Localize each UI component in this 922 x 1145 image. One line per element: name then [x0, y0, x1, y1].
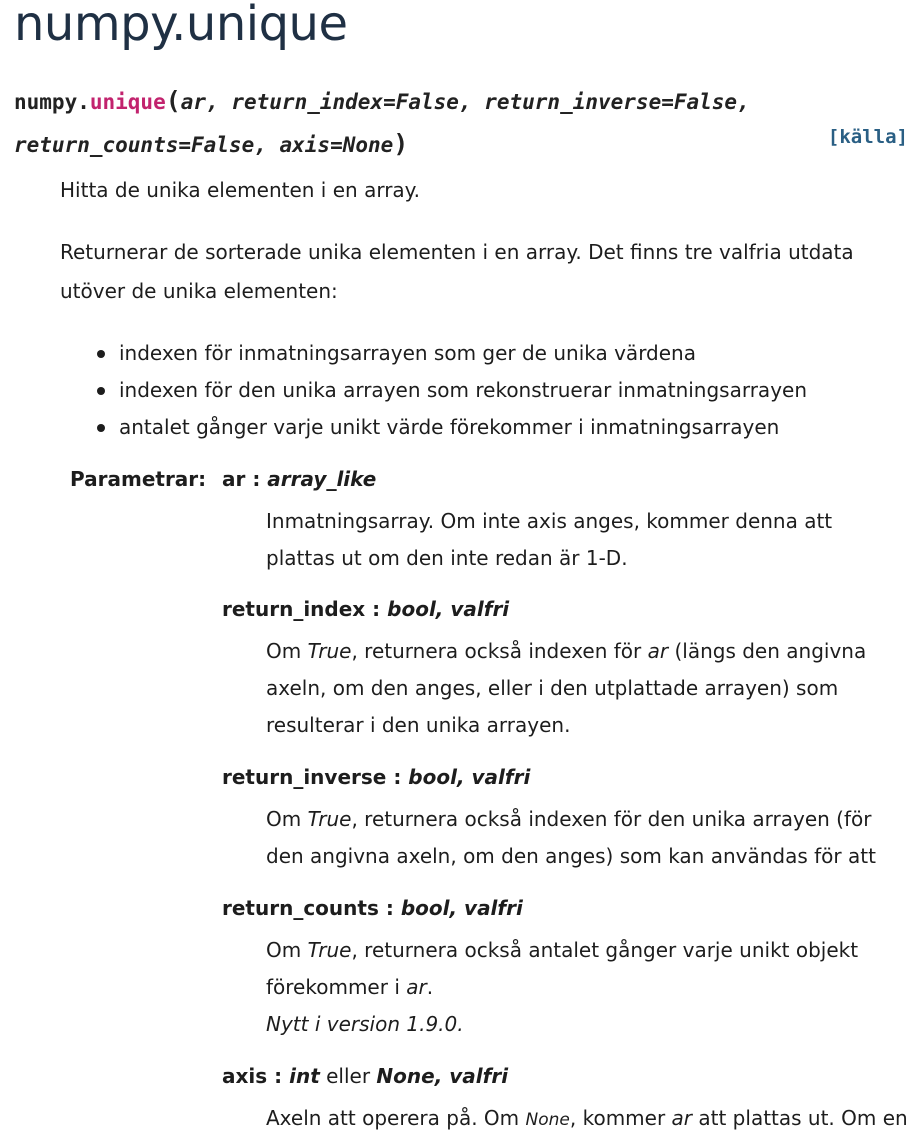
param-type: bool, valfri — [408, 765, 531, 789]
param-name: ar — [222, 467, 246, 491]
param-type: bool, valfri — [387, 597, 510, 621]
parameters-label: Parametrar: — [70, 467, 207, 491]
list-item: indexen för den unika arrayen som rekonstruerar inmatningsarrayen — [95, 372, 807, 409]
param-name: return_inverse — [222, 765, 387, 789]
signature-close-paren: ) — [393, 129, 409, 158]
param-type-2: None, valfri — [376, 1064, 509, 1088]
param-return-inverse-desc-line-2: den angivna axeln, om den anges) som kan användas för att — [266, 844, 876, 868]
summary-text: Hitta de unika elementen i en array. — [60, 178, 421, 202]
param-name: axis — [222, 1064, 268, 1088]
param-return-inverse-desc-line-1: Om True, returnera också indexen för den unika arrayen (för — [266, 807, 872, 831]
param-return-index-desc-line-1: Om True, returnera också indexen för ar (längs den angivna — [266, 639, 867, 663]
page-title: numpy.unique — [14, 0, 348, 52]
description-line-2: utöver de unika elementen: — [60, 279, 338, 303]
function-signature-line-2 — [14, 129, 408, 158]
description-line-1: Returnerar de sorterade unika elementen i en array. Det finns tre valfria utdata — [60, 240, 854, 264]
version-added-note: Nytt i version 1.9.0. — [266, 1012, 464, 1036]
param-return-index-header: return_index : bool, valfri — [222, 597, 510, 621]
outputs-bullet-list — [95, 335, 807, 446]
param-ar-desc-line-2: plattas ut om den inte redan är 1-D. — [266, 546, 628, 570]
param-return-index-desc-line-3: resulterar i den unika arrayen. — [266, 713, 571, 737]
param-name: return_index — [222, 597, 366, 621]
signature-args-line-1: ar, return_index=False, return_inverse=False, — [180, 90, 750, 114]
param-return-counts-desc-line-1: Om True, returnera också antalet gånger varje unikt objekt — [266, 938, 859, 962]
param-return-counts-header: return_counts : bool, valfri — [222, 896, 523, 920]
signature-args-line-2: return_counts=False, axis=None — [14, 133, 394, 157]
function-signature-line-1 — [14, 86, 750, 115]
signature-open-paren: ( — [165, 86, 181, 115]
param-ar-header: ar : array_like — [222, 467, 377, 491]
source-link[interactable]: [källa] — [827, 126, 908, 148]
param-return-index-desc-line-2: axeln, om den anges, eller i den utplattade arrayen) som — [266, 676, 839, 700]
param-type: bool, valfri — [400, 896, 523, 920]
signature-module: numpy. — [14, 90, 90, 114]
param-return-inverse-header: return_inverse : bool, valfri — [222, 765, 531, 789]
bullet-icon — [97, 424, 105, 432]
signature-function-name: unique — [89, 90, 166, 114]
param-axis-desc-line-1: Axeln att operera på. Om None, kommer ar att plattas ut. Om en — [266, 1106, 908, 1130]
param-return-counts-desc-line-2: förekommer i ar. — [266, 975, 434, 999]
list-item: indexen för inmatningsarrayen som ger de unika värdena — [95, 335, 807, 372]
param-type: array_like — [267, 467, 377, 491]
param-ar-desc-line-1: Inmatningsarray. Om inte axis anges, kommer denna att — [266, 509, 833, 533]
list-item: antalet gånger varje unikt värde förekommer i inmatningsarrayen — [95, 409, 807, 446]
param-axis-header: axis : int eller None, valfri — [222, 1064, 509, 1088]
param-name: return_counts — [222, 896, 379, 920]
param-type: int — [289, 1064, 320, 1088]
bullet-icon — [97, 387, 105, 395]
bullet-icon — [97, 350, 105, 358]
